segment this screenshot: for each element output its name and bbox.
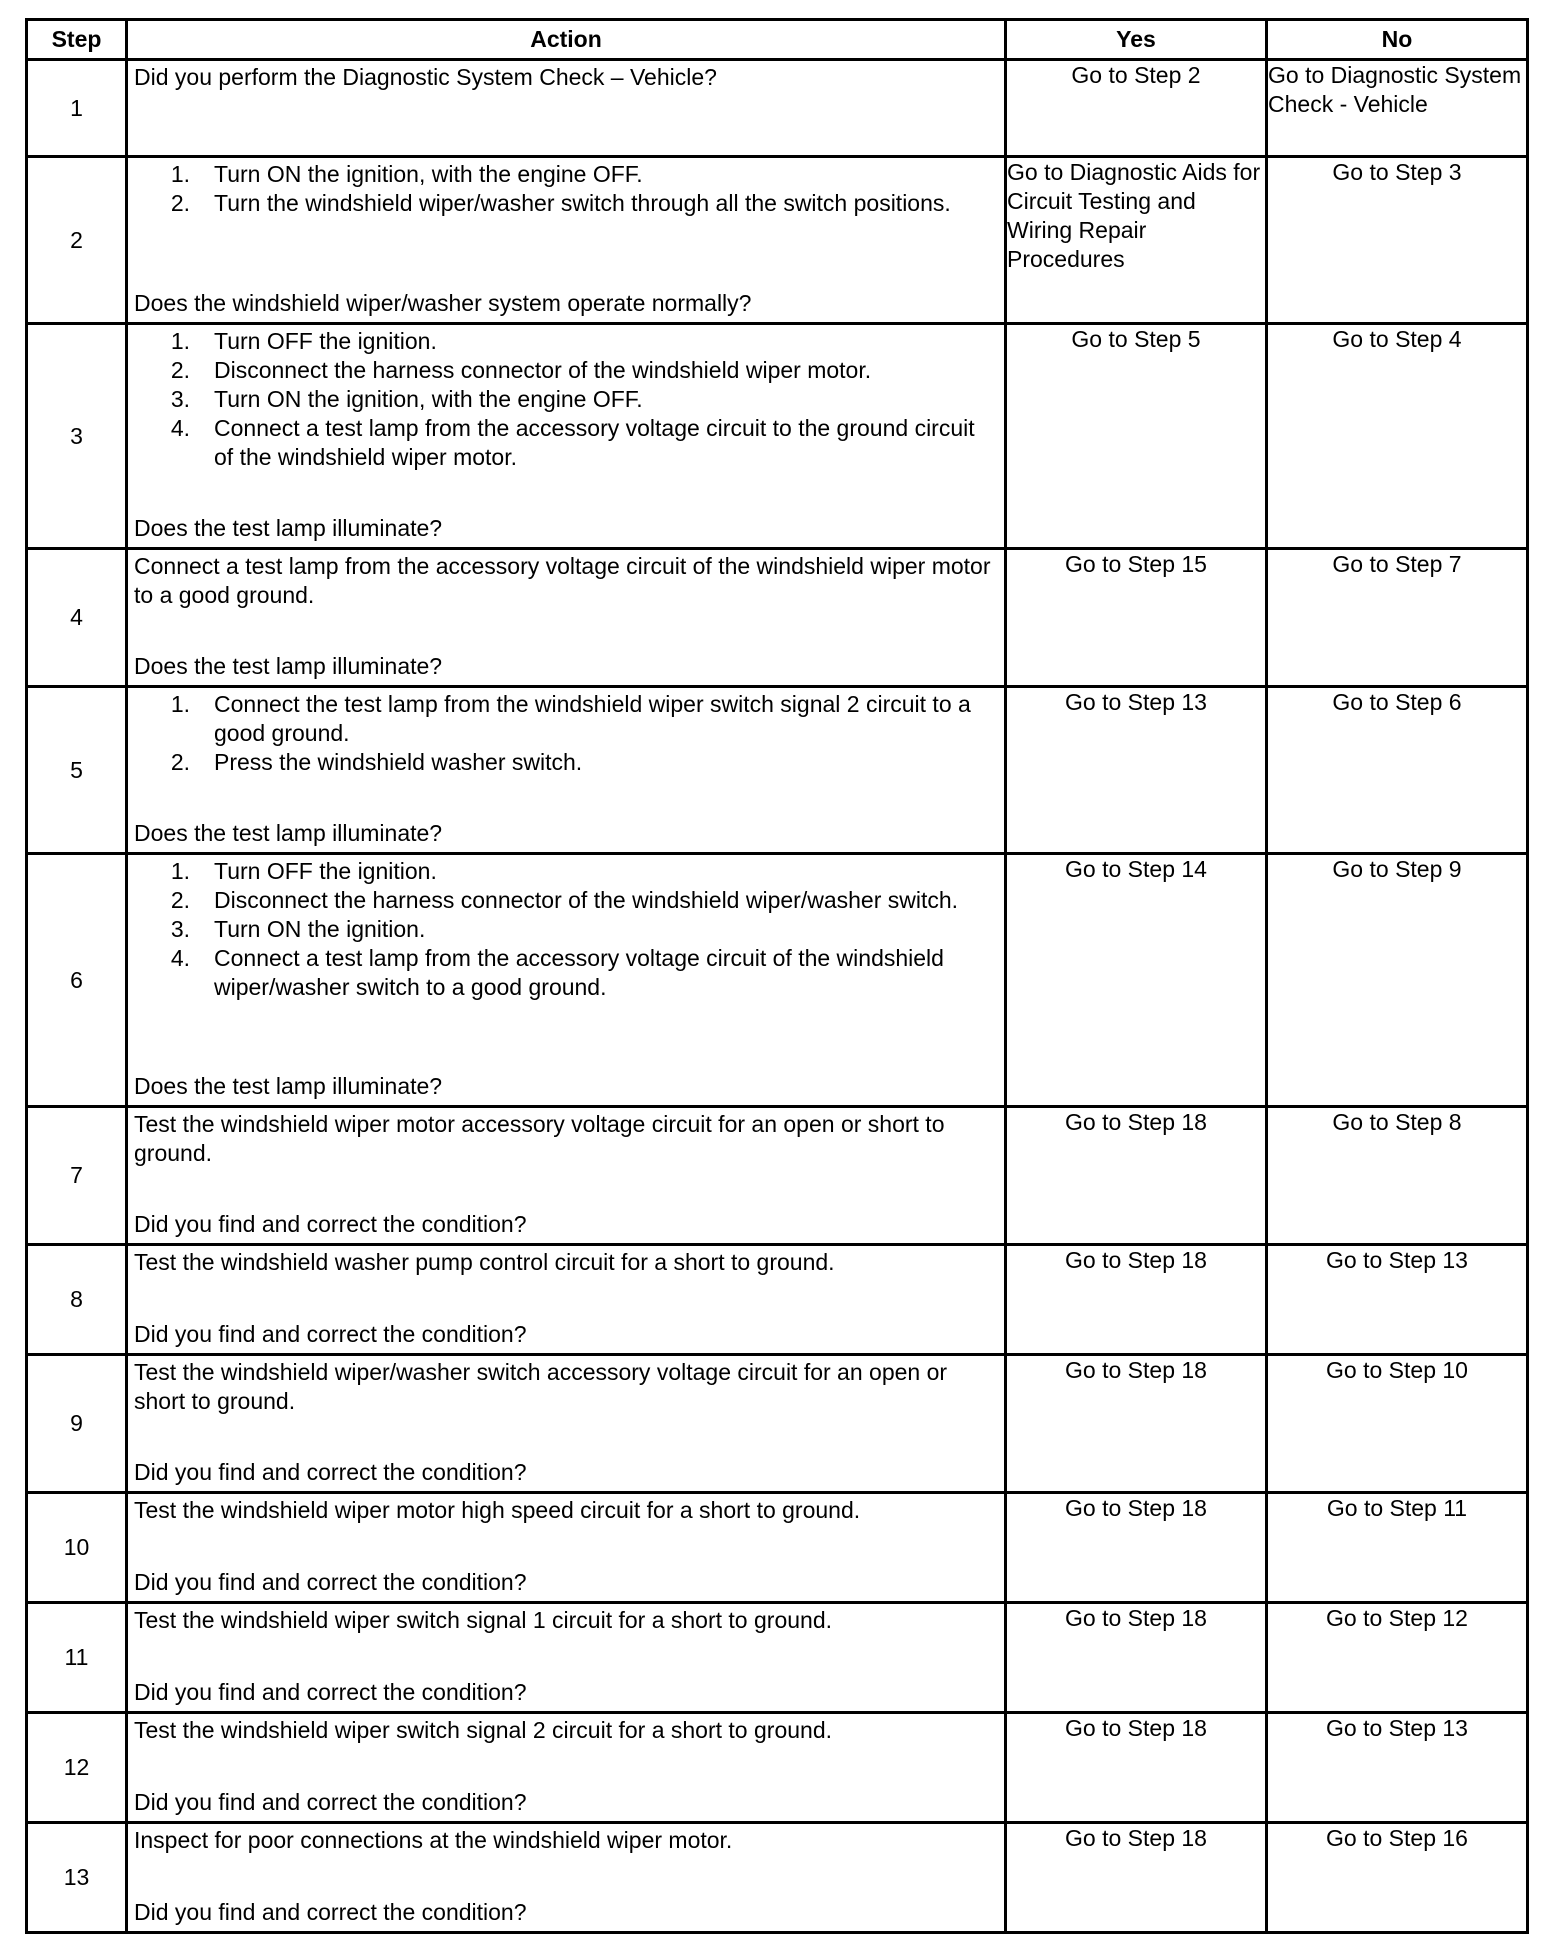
action-instruction: Test the windshield wiper switch signal 2 circuit for a short to ground. xyxy=(134,1717,832,1743)
yes-result: Go to Step 5 xyxy=(1006,324,1267,549)
step-number: 4 xyxy=(27,549,127,687)
yes-result: Go to Step 18 xyxy=(1006,1245,1267,1355)
table-row xyxy=(27,1245,1528,1355)
action-cell xyxy=(127,854,1006,1107)
no-result: Go to Step 10 xyxy=(1267,1355,1528,1493)
table-row xyxy=(27,687,1528,854)
action-instruction: Test the windshield wiper motor high speed circuit for a short to ground. xyxy=(134,1497,861,1523)
action-question: Did you find and correct the condition? xyxy=(134,1321,527,1347)
table-row xyxy=(27,854,1528,1107)
substep-number: 3. xyxy=(170,386,190,412)
substep-item xyxy=(134,385,998,414)
substep-item xyxy=(134,886,998,915)
yes-result: Go to Step 18 xyxy=(1006,1823,1267,1933)
header-row xyxy=(27,20,1528,60)
substep-number: 4. xyxy=(170,945,190,971)
substep-number: 1. xyxy=(170,328,190,354)
table-row xyxy=(27,1355,1528,1493)
substep-item xyxy=(134,944,998,1002)
no-result: Go to Step 12 xyxy=(1267,1603,1528,1713)
table-row xyxy=(27,1603,1528,1713)
action-question: Did you find and correct the condition? xyxy=(134,1569,527,1595)
substep-number: 3. xyxy=(170,916,190,942)
header-no: No xyxy=(1267,20,1528,60)
substep-text: Turn ON the ignition, with the engine OFF. xyxy=(214,386,643,412)
action-cell xyxy=(127,687,1006,854)
table-row xyxy=(27,1493,1528,1603)
substep-text: Press the windshield washer switch. xyxy=(214,749,583,775)
no-result: Go to Step 11 xyxy=(1267,1493,1528,1603)
substep-number: 2. xyxy=(170,190,190,216)
yes-result: Go to Step 15 xyxy=(1006,549,1267,687)
substep-text: Disconnect the harness connector of the windshield wiper motor. xyxy=(214,357,872,383)
action-question: Did you find and correct the condition? xyxy=(134,1679,527,1705)
action-substeps xyxy=(134,160,998,218)
header-step: Step xyxy=(27,20,127,60)
substep-number: 1. xyxy=(170,161,190,187)
step-number: 9 xyxy=(27,1355,127,1493)
action-question: Did you find and correct the condition? xyxy=(134,1459,527,1485)
action-question: Does the test lamp illuminate? xyxy=(134,515,443,541)
action-cell xyxy=(127,324,1006,549)
yes-result: Go to Step 18 xyxy=(1006,1355,1267,1493)
substep-item xyxy=(134,414,998,472)
substep-item xyxy=(134,857,998,886)
action-instruction: Test the windshield wiper switch signal 1 circuit for a short to ground. xyxy=(134,1607,832,1633)
yes-result: Go to Diagnostic Aids for Circuit Testing and Wiring Repair Procedures xyxy=(1006,157,1267,324)
action-question: Did you find and correct the condition? xyxy=(134,1899,527,1925)
action-cell xyxy=(127,1823,1006,1933)
yes-result: Go to Step 13 xyxy=(1006,687,1267,854)
table-body xyxy=(27,60,1528,1933)
substep-text: Connect the test lamp from the windshield wiper switch signal 2 circuit to a good ground. xyxy=(214,691,971,746)
substep-text: Turn OFF the ignition. xyxy=(214,328,437,354)
action-cell xyxy=(127,1245,1006,1355)
substep-item xyxy=(134,748,998,777)
action-cell xyxy=(127,157,1006,324)
substep-item xyxy=(134,160,998,189)
table-row xyxy=(27,1107,1528,1245)
action-instruction: Test the windshield washer pump control circuit for a short to ground. xyxy=(134,1249,835,1275)
action-cell xyxy=(127,1713,1006,1823)
action-question: Did you find and correct the condition? xyxy=(134,1211,527,1237)
action-cell xyxy=(127,1107,1006,1245)
action-question: Does the windshield wiper/washer system operate normally? xyxy=(134,290,752,316)
substep-number: 2. xyxy=(170,357,190,383)
table-row xyxy=(27,60,1528,157)
table-row xyxy=(27,324,1528,549)
action-substeps xyxy=(134,857,998,1002)
substep-item xyxy=(134,690,998,748)
step-number: 8 xyxy=(27,1245,127,1355)
substep-text: Turn OFF the ignition. xyxy=(214,858,437,884)
yes-result: Go to Step 14 xyxy=(1006,854,1267,1107)
action-question: Does the test lamp illuminate? xyxy=(134,820,443,846)
substep-text: Connect a test lamp from the accessory voltage circuit to the ground circuit of the windshield wiper motor. xyxy=(214,415,975,470)
substep-number: 2. xyxy=(170,887,190,913)
action-substeps xyxy=(134,690,998,777)
action-cell xyxy=(127,60,1006,157)
action-cell xyxy=(127,1355,1006,1493)
step-number: 11 xyxy=(27,1603,127,1713)
table-row xyxy=(27,157,1528,324)
substep-number: 1. xyxy=(170,691,190,717)
yes-result: Go to Step 18 xyxy=(1006,1713,1267,1823)
no-result: Go to Step 4 xyxy=(1267,324,1528,549)
header-action: Action xyxy=(127,20,1006,60)
table-row xyxy=(27,1713,1528,1823)
substep-number: 4. xyxy=(170,415,190,441)
action-instruction: Did you perform the Diagnostic System Check – Vehicle? xyxy=(134,64,717,90)
substep-text: Turn ON the ignition. xyxy=(214,916,426,942)
step-number: 3 xyxy=(27,324,127,549)
action-cell xyxy=(127,549,1006,687)
action-instruction: Inspect for poor connections at the windshield wiper motor. xyxy=(134,1827,733,1853)
action-cell xyxy=(127,1603,1006,1713)
substep-text: Turn ON the ignition, with the engine OFF. xyxy=(214,161,643,187)
substep-number: 1. xyxy=(170,858,190,884)
action-instruction: Test the windshield wiper/washer switch accessory voltage circuit for an open or short to ground. xyxy=(134,1359,948,1414)
table-row xyxy=(27,549,1528,687)
substep-item xyxy=(134,327,998,356)
step-number: 6 xyxy=(27,854,127,1107)
substep-item xyxy=(134,915,998,944)
substep-number: 2. xyxy=(170,749,190,775)
no-result: Go to Step 3 xyxy=(1267,157,1528,324)
step-number: 10 xyxy=(27,1493,127,1603)
substep-text: Turn the windshield wiper/washer switch through all the switch positions. xyxy=(214,190,951,216)
step-number: 13 xyxy=(27,1823,127,1933)
no-result: Go to Step 13 xyxy=(1267,1245,1528,1355)
yes-result: Go to Step 18 xyxy=(1006,1603,1267,1713)
substep-text: Disconnect the harness connector of the windshield wiper/washer switch. xyxy=(214,887,959,913)
step-number: 12 xyxy=(27,1713,127,1823)
no-result: Go to Step 9 xyxy=(1267,854,1528,1107)
table-row xyxy=(27,1823,1528,1933)
action-instruction: Connect a test lamp from the accessory voltage circuit of the windshield wiper motor to a good ground. xyxy=(134,553,991,608)
header-yes: Yes xyxy=(1006,20,1267,60)
step-number: 1 xyxy=(27,60,127,157)
yes-result: Go to Step 2 xyxy=(1006,60,1267,157)
action-substeps xyxy=(134,327,998,472)
diagnostic-table xyxy=(25,18,1529,1934)
action-question: Does the test lamp illuminate? xyxy=(134,1073,443,1099)
step-number: 5 xyxy=(27,687,127,854)
no-result: Go to Step 8 xyxy=(1267,1107,1528,1245)
substep-item xyxy=(134,189,998,218)
no-result: Go to Step 13 xyxy=(1267,1713,1528,1823)
substep-item xyxy=(134,356,998,385)
substep-text: Connect a test lamp from the accessory voltage circuit of the windshield wiper/washer switch to a good ground. xyxy=(214,945,944,1000)
no-result: Go to Step 16 xyxy=(1267,1823,1528,1933)
no-result: Go to Step 6 xyxy=(1267,687,1528,854)
action-question: Did you find and correct the condition? xyxy=(134,1789,527,1815)
yes-result: Go to Step 18 xyxy=(1006,1107,1267,1245)
no-result: Go to Step 7 xyxy=(1267,549,1528,687)
yes-result: Go to Step 18 xyxy=(1006,1493,1267,1603)
action-question: Does the test lamp illuminate? xyxy=(134,653,443,679)
no-result: Go to Diagnostic System Check - Vehicle xyxy=(1267,60,1528,157)
step-number: 7 xyxy=(27,1107,127,1245)
action-instruction: Test the windshield wiper motor accessory voltage circuit for an open or short to ground. xyxy=(134,1111,945,1166)
step-number: 2 xyxy=(27,157,127,324)
action-cell xyxy=(127,1493,1006,1603)
